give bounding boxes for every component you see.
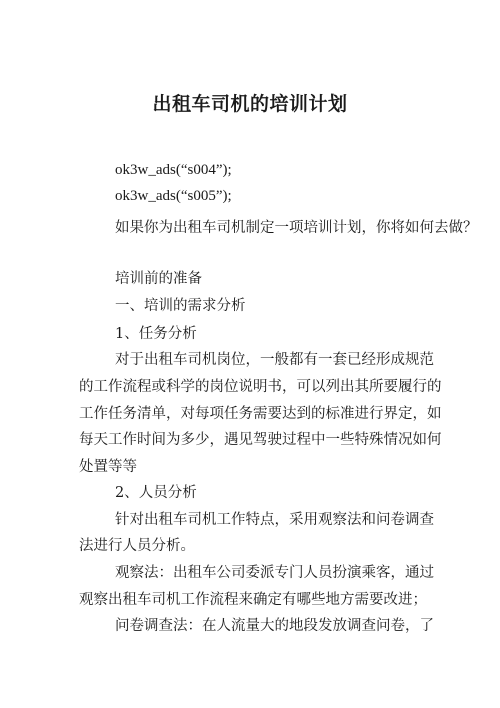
question-line: 如果你为出租车司机制定一项培训计划，你将如何去做？ [115, 220, 478, 236]
paragraph-line: 针对出租车司机工作特点，采用观察法和问卷调查 [115, 512, 434, 528]
paragraph-line: 工作任务清单，对每项任务需要达到的标准进行界定，如 [79, 406, 442, 422]
subsection-heading: 2、人员分析 [115, 485, 197, 501]
paragraph-line: 的工作流程或科学的岗位说明书，可以列出其所要履行的 [79, 379, 442, 395]
section-heading: 培训前的准备 [115, 271, 202, 287]
subsection-heading: 1、任务分析 [115, 326, 197, 342]
section-heading: 一、培训的需求分析 [115, 298, 246, 314]
paragraph-line: 问卷调查法：在人流量大的地段发放调查问卷，了 [115, 618, 434, 634]
paragraph-line: 每天工作时间为多少，遇见驾驶过程中一些特殊情况如何 [79, 432, 442, 448]
paragraph-line: 处置等等 [79, 459, 137, 475]
ads-code-line: ok3w_ads(“s005”); [115, 188, 232, 204]
paragraph-line: 对于出租车司机岗位，一般都有一套已经形成规范 [115, 352, 434, 368]
paragraph-line: 观察出租车司机工作流程来确定有哪些地方需要改进； [79, 592, 427, 608]
paragraph-line: 法进行人员分析。 [79, 538, 195, 554]
ads-code-line: ok3w_ads(“s004”); [115, 162, 232, 178]
document-title: 出租车司机的培训计划 [152, 93, 348, 115]
paragraph-line: 观察法：出租车公司委派专门人员扮演乘客，通过 [115, 565, 434, 581]
